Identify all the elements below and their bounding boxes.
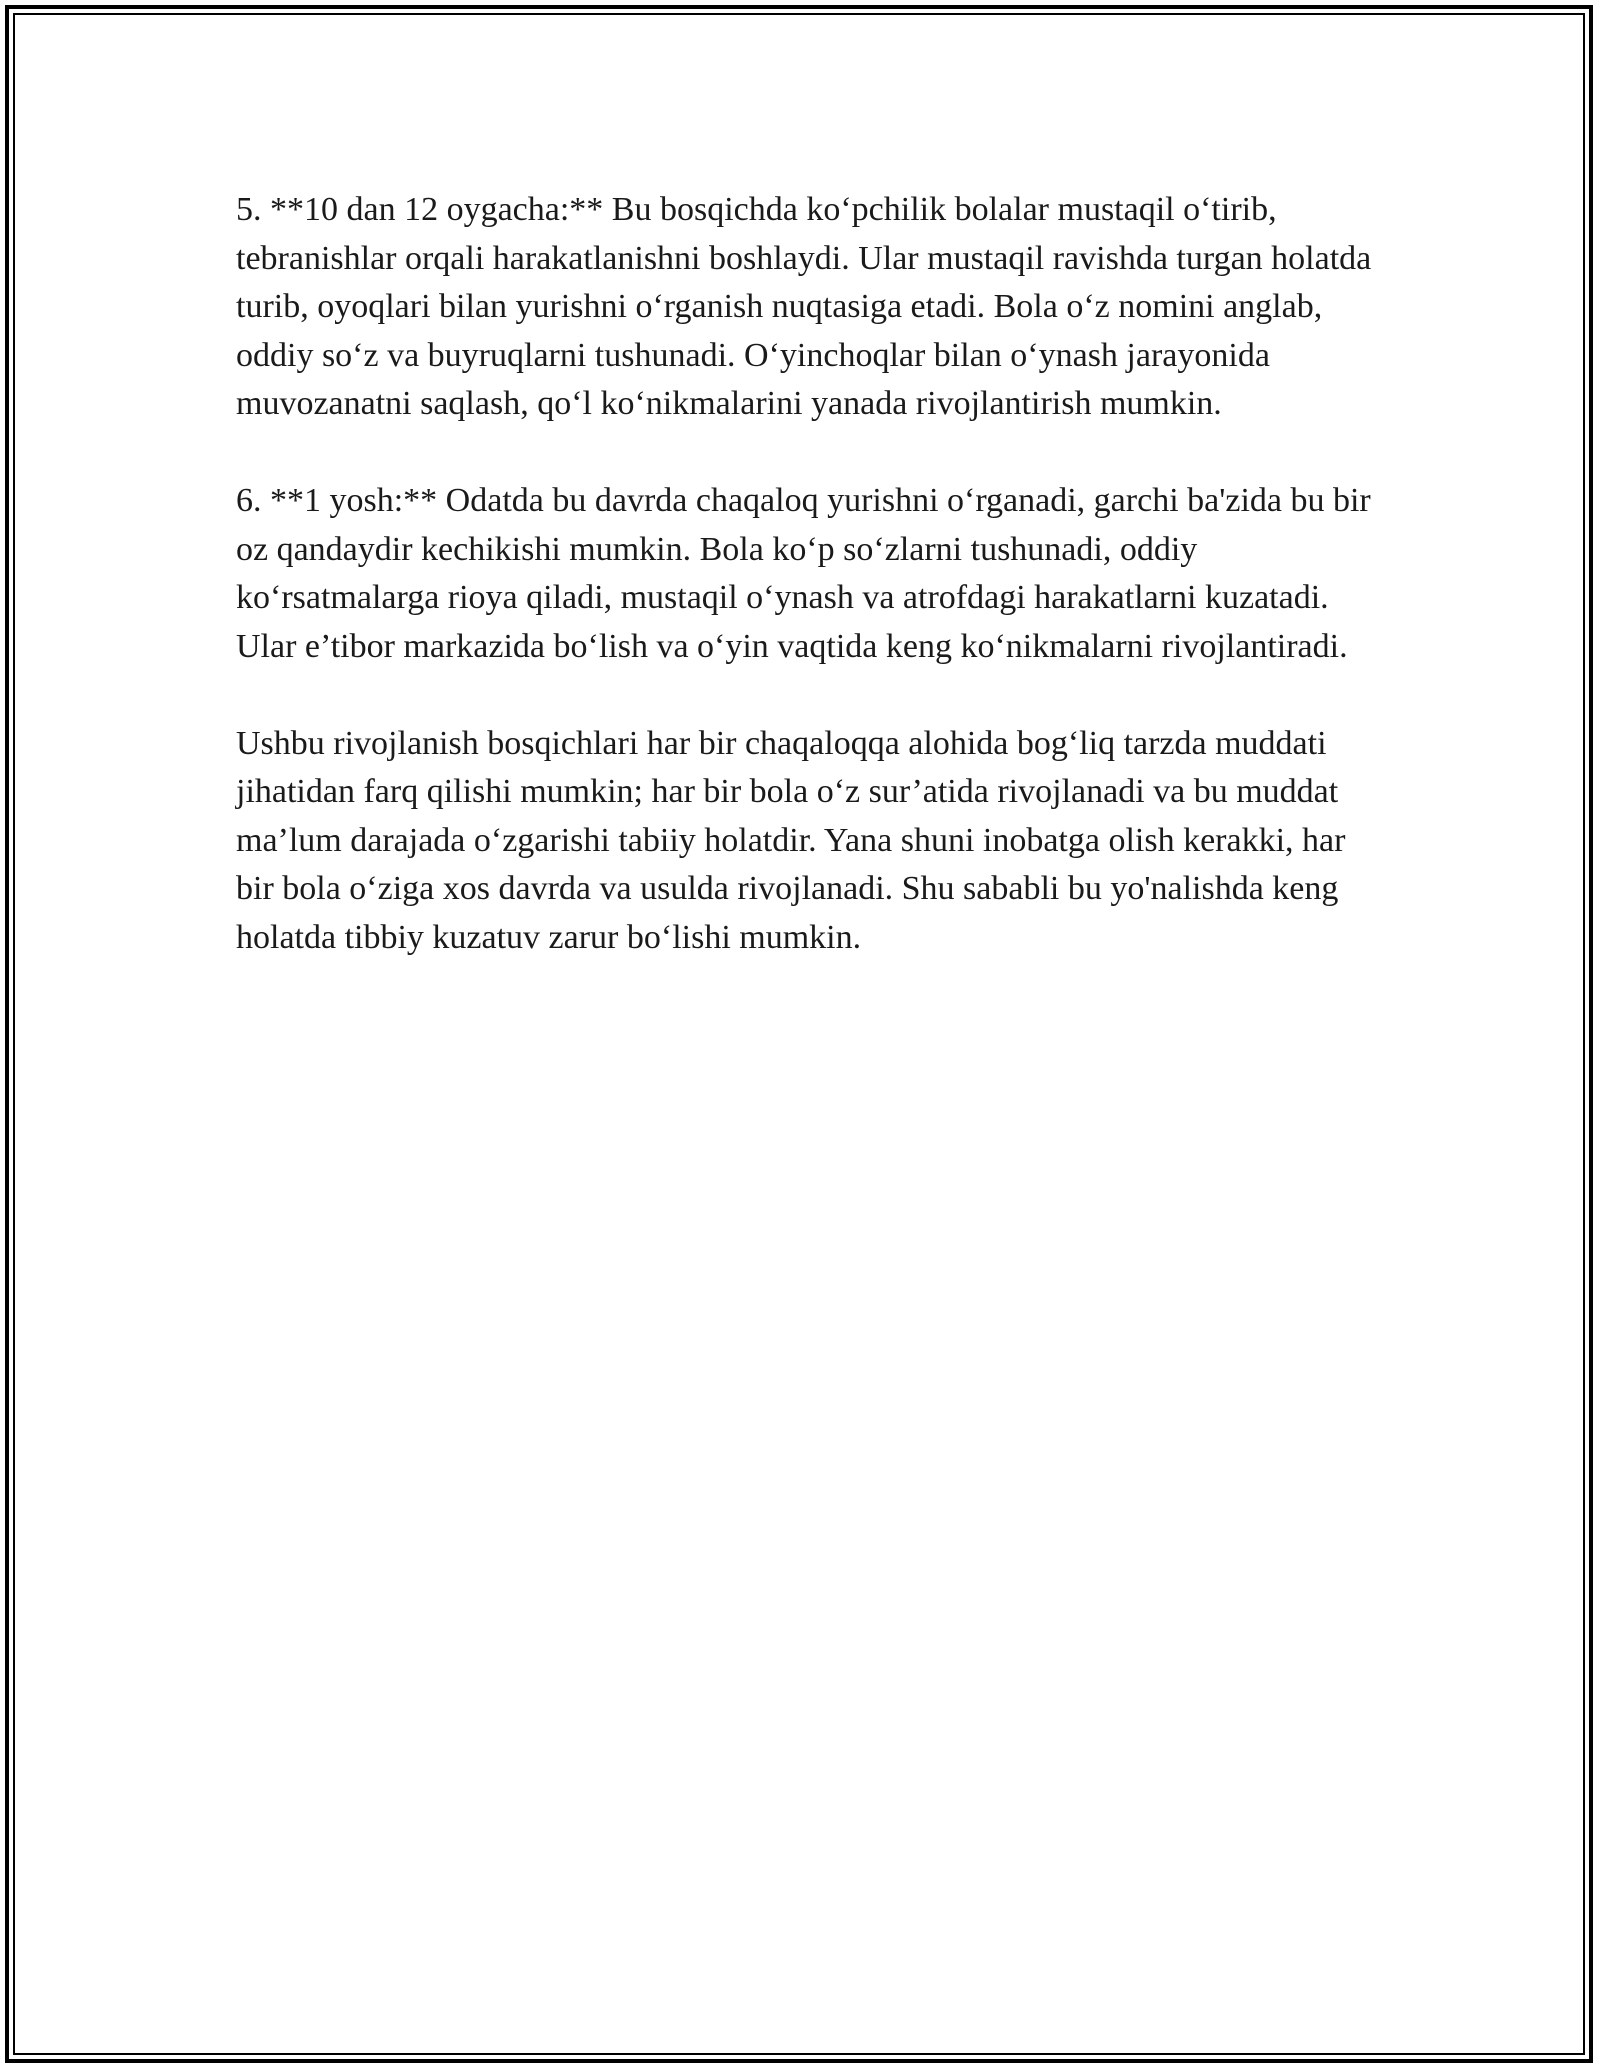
paragraph-conclusion: Ushbu rivojlanish bosqichlari har bir chaqaloqqa alohida bog‘liq tarzda muddati jihatidan farq qilishi mumkin; har bir bola o‘z sur’atida rivojlanadi va bu muddat ma’lum darajada o‘zgarishi tabiiy holatdir. Yana shuni inobatga olish kerakki, har bir bola o‘ziga xos davrda va usulda rivojlanadi. Shu sababli bu yo'nalishda keng holatda tibbiy kuzatuv zarur bo‘lishi mumkin. [236, 724, 1346, 956]
paragraph-stage-10-12-months: 5. **10 dan 12 oygacha:** Bu bosqichda ko‘pchilik bolalar mustaqil o‘tirib, tebranishlar orqali harakatlanishni boshlaydi. Ular mustaqil ravishda turgan holatda turib, oyoqlari bilan yurishni o‘rganish nuqtasiga etadi. Bola o‘z nomini anglab, oddiy so‘z va buyruqlarni tushunadi. O‘yinchoqlar bilan o‘ynash jarayonida muvozanatni saqlash, qo‘l ko‘nikmalarini yanada rivojlantirish mumkin. [236, 191, 1372, 422]
document-body [236, 186, 1376, 962]
paragraph-stage-1-year: 6. **1 yosh:** Odatda bu davrda chaqaloq yurishni o‘rganadi, garchi ba'zida bu bir oz qandaydir kechikishi mumkin. Bola ko‘p so‘zlarni tushunadi, oddiy ko‘rsatmalarga rioya qiladi, mustaqil o‘ynash va atrofdagi harakatlarni kuzatadi. Ular e’tibor markazida bo‘lish va o‘yin vaqtida keng ko‘nikmalarni rivojlantiradi. [236, 482, 1371, 665]
